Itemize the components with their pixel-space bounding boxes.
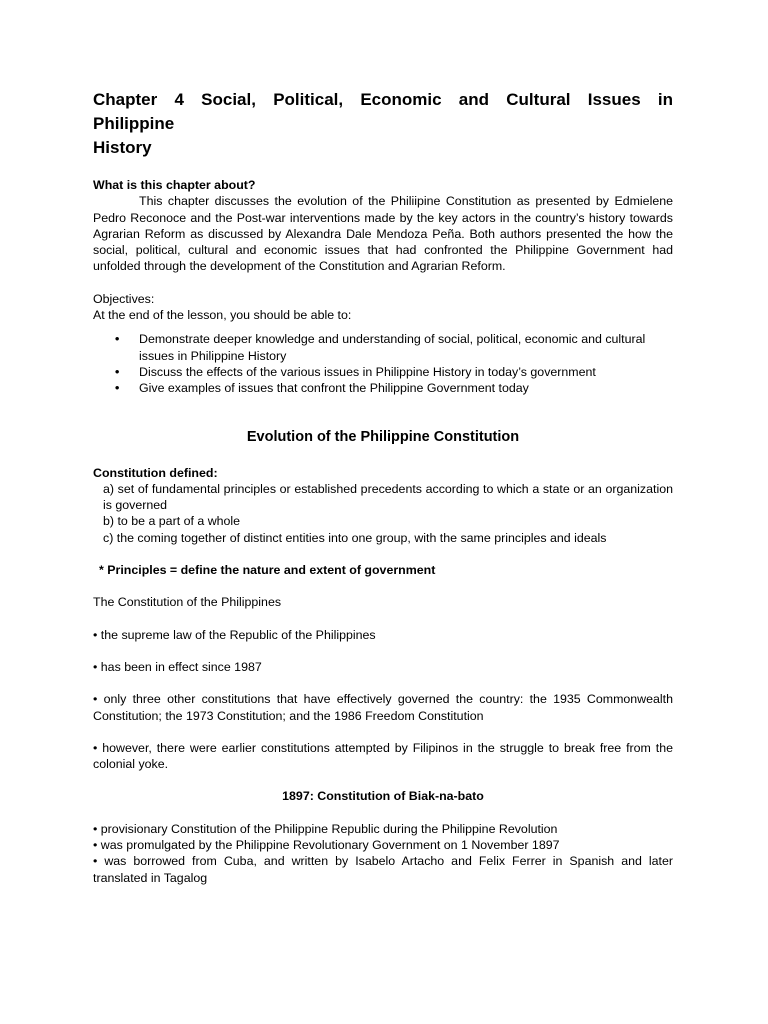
objective-text: Discuss the effects of the various issues in Philippine History in today’s government <box>139 364 596 379</box>
about-heading: What is this chapter about? <box>93 178 256 192</box>
biak-point: • was promulgated by the Philippine Revolutionary Government on 1 November 1897 <box>93 838 560 853</box>
constitution-heading: The Constitution of the Philippines <box>93 595 282 610</box>
objective-item <box>115 380 659 396</box>
objective-item <box>115 331 659 364</box>
chapter-title-line-1: Chapter 4 Social, Political, Economic and Cultural Issues in <box>93 90 673 109</box>
definition-list <box>93 481 673 546</box>
about-paragraph: This chapter discusses the evolution of the Philiipine Constitution as presented by Edmielene Pedro Reconoce and the Post-war interventions made by the key actors in the country’s history towards Agrarian Reform as discussed by Alexandra Dale Mendoza Peña. Both authors presented the how the social, political, cultural and economic issues that had confronted the Philippine Government had unfolded through the development of the Constitution and Agrarian Reform. <box>93 194 673 274</box>
constitution-point: • the supreme law of the Republic of the Philippines <box>93 627 376 642</box>
definition-item: a) set of fundamental principles or established precedents according to which a state or an organization is governed <box>103 481 673 513</box>
bullet: • <box>115 332 120 347</box>
objectives-intro: At the end of the lesson, you should be able to: <box>93 308 352 323</box>
chapter-title-line-2: Philippine <box>93 114 175 133</box>
definition-item: b) to be a part of a whole <box>103 514 241 529</box>
objectives-heading: Objectives: <box>93 291 155 306</box>
biak-point: • was borrowed from Cuba, and written by Isabelo Artacho and Felix Ferrer in Spanish and later translated in Tagalog <box>93 854 673 885</box>
constitution-point: • however, there were earlier constitutions attempted by Filipinos in the struggle to break free from the colonial yoke. <box>93 740 673 772</box>
bullet: • <box>115 381 120 396</box>
constitution-point: • has been in effect since 1987 <box>93 659 262 674</box>
principles-note: * Principles = define the nature and extent of government <box>99 563 436 578</box>
definition-item: c) the coming together of distinct entities into one group, with the same principles and ideals <box>103 530 607 545</box>
section-heading: Evolution of the Philippine Constitution <box>246 428 520 445</box>
document-content <box>93 88 673 886</box>
objective-text: Demonstrate deeper knowledge and understanding of social, political, economic and cultural issues in Philippine History <box>139 332 646 363</box>
objective-item <box>115 364 659 380</box>
constitution-point: • only three other constitutions that have effectively governed the country: the 1935 Commonwealth Constitution; the 1973 Constitution; and the 1986 Freedom Constitution <box>93 692 673 723</box>
chapter-title-line-3: History <box>93 138 152 157</box>
objectives-list <box>93 331 673 396</box>
definition-heading: Constitution defined: <box>93 465 218 480</box>
bullet: • <box>115 364 120 379</box>
chapter-title <box>93 88 673 160</box>
objective-text: Give examples of issues that confront the Philippine Government today <box>139 381 529 396</box>
biak-point: • provisionary Constitution of the Philippine Republic during the Philippine Revolution <box>93 821 558 836</box>
biak-na-bato-heading: 1897: Constitution of Biak-na-bato <box>282 789 484 804</box>
